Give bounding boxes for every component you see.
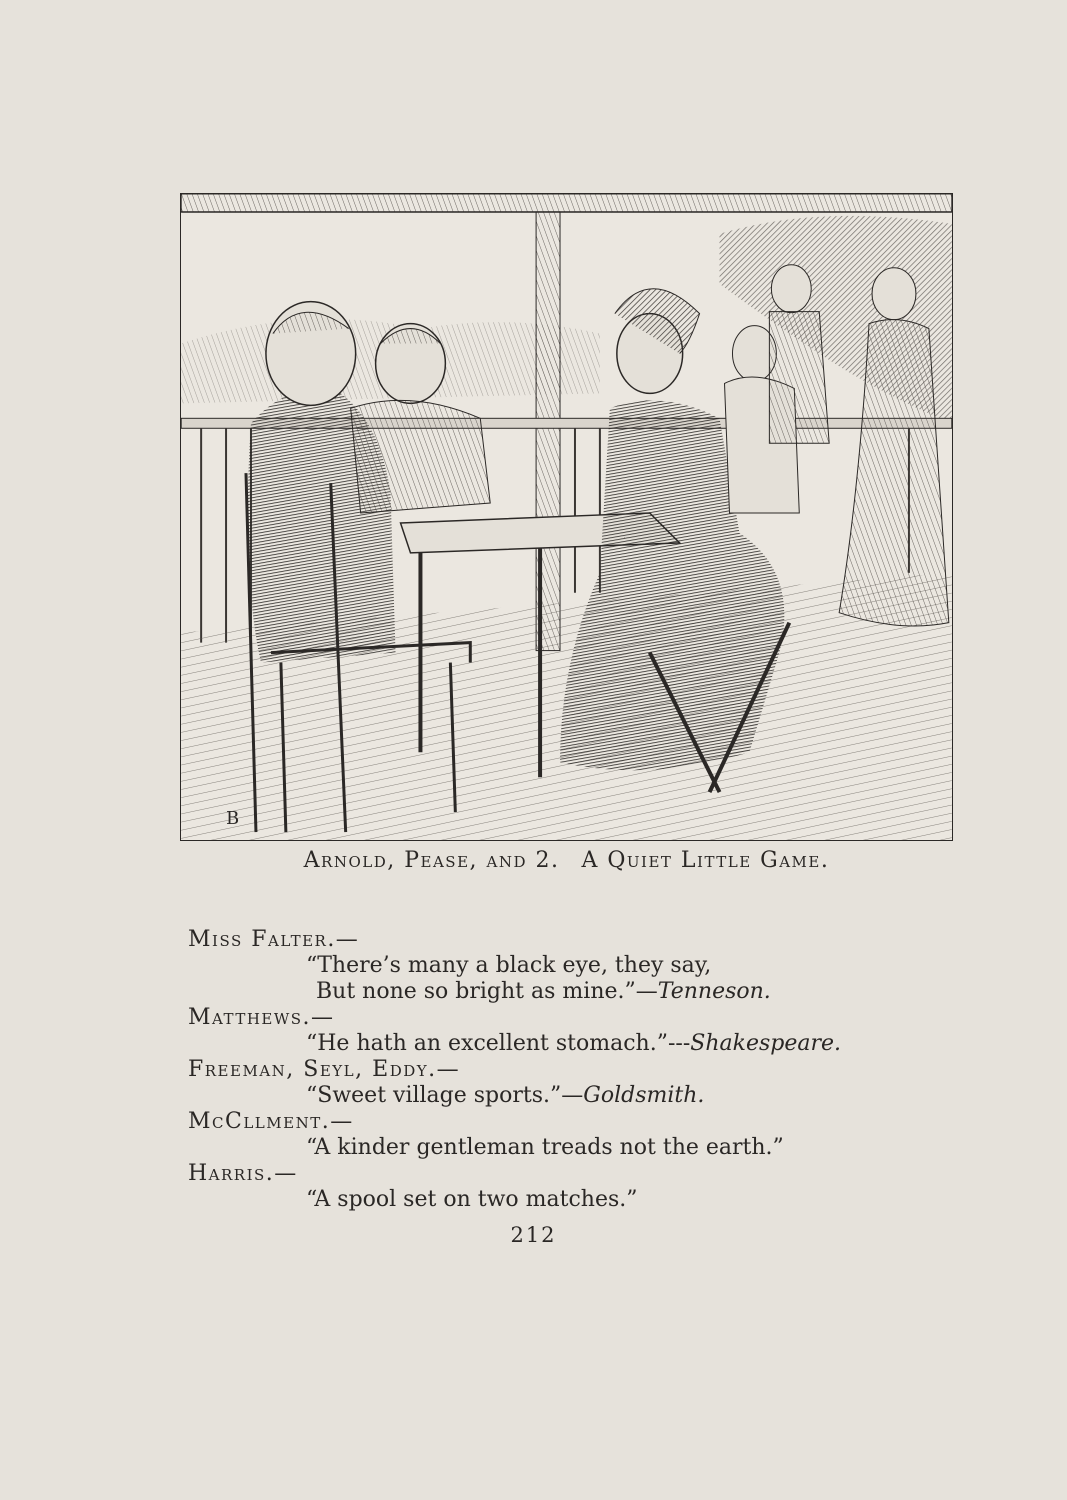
quote-line: “There’s many a black eye, they say, [306,953,712,978]
caption-right: A Quiet Little Game. [581,848,830,873]
quote-source: Goldsmith. [583,1083,705,1108]
illustration-caption [180,848,953,873]
quote-line: “A kinder gentleman treads not the earth.” [306,1135,784,1160]
quote-line: “Sweet village sports.”—Goldsmith. [306,1083,705,1108]
quotation-list [188,927,948,1213]
caption-left: Arnold, Pease, and 2. [303,848,560,873]
entry-name: McCllment.— [188,1109,354,1134]
page-number: 212 [510,1223,557,1247]
entry-name: Miss Falter.— [188,927,360,952]
monogram-mark: B [226,808,240,830]
entry-name: Freeman, Seyl, Eddy.— [188,1057,461,1082]
quote-line: “He hath an excellent stomach.”---Shakespeare. [306,1031,842,1056]
entry-name: Matthews.— [188,1005,335,1030]
quote-line: But none so bright as mine.”—Tenneson. [316,979,771,1004]
quote-source: Shakespeare. [690,1031,842,1056]
quote-source: Tenneson. [657,979,771,1004]
illustration-drawing [181,194,952,840]
card-game-illustration [180,193,953,841]
quote-line: “A spool set on two matches.” [306,1187,638,1212]
entry-name: Harris.— [188,1161,298,1186]
